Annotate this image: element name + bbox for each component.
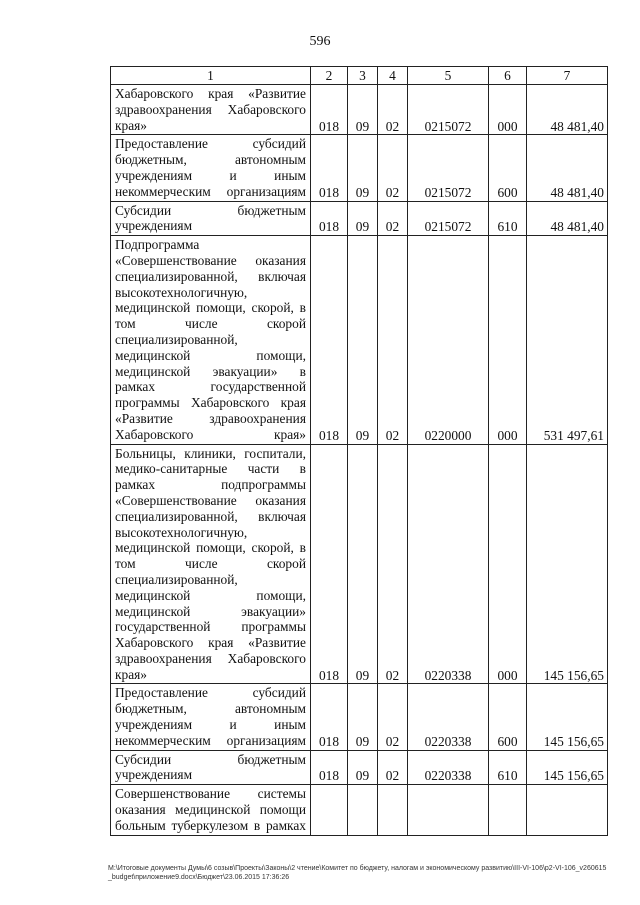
- code-cell: 0220338: [408, 444, 489, 684]
- code-cell: 000: [489, 236, 527, 444]
- column-header: 4: [378, 67, 408, 85]
- code-cell: 018: [311, 684, 348, 750]
- row-name: Предоставление субсидий бюджетным, автономным учреждениям и иным некоммерческим организациям: [111, 135, 311, 201]
- column-header: 1: [111, 67, 311, 85]
- code-cell: 09: [348, 201, 378, 236]
- table-row: [111, 785, 608, 835]
- code-cell: 0215072: [408, 85, 489, 135]
- code-cell: 09: [348, 236, 378, 444]
- column-header: 6: [489, 67, 527, 85]
- code-cell: 600: [489, 135, 527, 201]
- code-cell: 018: [311, 236, 348, 444]
- code-cell: 018: [311, 85, 348, 135]
- column-header: 5: [408, 67, 489, 85]
- code-cell: 600: [489, 684, 527, 750]
- amount-cell: 145 156,65: [527, 750, 608, 785]
- code-cell: 000: [489, 85, 527, 135]
- amount-cell: 48 481,40: [527, 201, 608, 236]
- code-cell: 09: [348, 750, 378, 785]
- code-cell: [311, 785, 348, 835]
- code-cell: 610: [489, 750, 527, 785]
- row-name: Подпрограмма «Совершенствование оказания специализированной, включая высокотехнологичную, медицинской помощи, скорой, в том числе скорой специализированной, медицинской помощи, медицинской эвакуации» в рамках государственной программы Хабаровского края «Развитие здравоохранения Хабаровского края»: [111, 236, 311, 444]
- amount-cell: 145 156,65: [527, 684, 608, 750]
- code-cell: 0215072: [408, 201, 489, 236]
- code-cell: 02: [378, 750, 408, 785]
- amount-cell: 48 481,40: [527, 85, 608, 135]
- row-name: Больницы, клиники, госпитали, медико-санитарные части в рамках подпрограммы «Совершенствование оказания специализированной, включая высокотехнологичную, медицинской помощи, скорой, в том числе скорой специализированной, медицинской помощи, медицинской эвакуации» государственной программы Хабаровского края «Развитие здравоохранения Хабаровского края»: [111, 444, 311, 684]
- table-row: [111, 201, 608, 236]
- code-cell: 018: [311, 201, 348, 236]
- budget-table: [110, 66, 608, 836]
- table-row: [111, 135, 608, 201]
- row-name: Субсидии бюджетным учреждениям: [111, 201, 311, 236]
- code-cell: [408, 785, 489, 835]
- row-name: Хабаровского края «Развитие здравоохранения Хабаровского края»: [111, 85, 311, 135]
- code-cell: 610: [489, 201, 527, 236]
- file-path-footer: M:\Итоговые документы Думы\6 созыв\Проекты\Законы\2 чтение\Комитет по бюджету, налогам и экономическому развитию\III-VI-106\р2-VI-106_v260615_budget\приложение9.docx\Бюджет\23.06.2015 17:36:26: [108, 865, 607, 881]
- row-name: Субсидии бюджетным учреждениям: [111, 750, 311, 785]
- amount-cell: 48 481,40: [527, 135, 608, 201]
- amount-cell: 531 497,61: [527, 236, 608, 444]
- code-cell: 0220338: [408, 750, 489, 785]
- code-cell: 09: [348, 85, 378, 135]
- amount-cell: [527, 785, 608, 835]
- code-cell: 02: [378, 135, 408, 201]
- table-row: [111, 236, 608, 444]
- column-header: 3: [348, 67, 378, 85]
- code-cell: 0220338: [408, 684, 489, 750]
- code-cell: 0215072: [408, 135, 489, 201]
- row-name: Предоставление субсидий бюджетным, автономным учреждениям и иным некоммерческим организациям: [111, 684, 311, 750]
- column-header: 7: [527, 67, 608, 85]
- code-cell: 018: [311, 135, 348, 201]
- code-cell: 02: [378, 85, 408, 135]
- table-row: [111, 444, 608, 684]
- code-cell: 02: [378, 236, 408, 444]
- code-cell: 018: [311, 444, 348, 684]
- code-cell: 02: [378, 684, 408, 750]
- code-cell: [378, 785, 408, 835]
- code-cell: [348, 785, 378, 835]
- column-header: 2: [311, 67, 348, 85]
- code-cell: 02: [378, 444, 408, 684]
- code-cell: 000: [489, 444, 527, 684]
- amount-cell: 145 156,65: [527, 444, 608, 684]
- table-row: [111, 750, 608, 785]
- table-row: [111, 684, 608, 750]
- table-row: [111, 85, 608, 135]
- page-number: 596: [309, 34, 331, 49]
- code-cell: 09: [348, 444, 378, 684]
- code-cell: [489, 785, 527, 835]
- table-header-row: [111, 67, 608, 85]
- code-cell: 09: [348, 135, 378, 201]
- code-cell: 02: [378, 201, 408, 236]
- code-cell: 0220000: [408, 236, 489, 444]
- code-cell: 018: [311, 750, 348, 785]
- row-name: Совершенствование системы оказания медицинской помощи больным туберкулезом в рамках: [111, 785, 311, 835]
- code-cell: 09: [348, 684, 378, 750]
